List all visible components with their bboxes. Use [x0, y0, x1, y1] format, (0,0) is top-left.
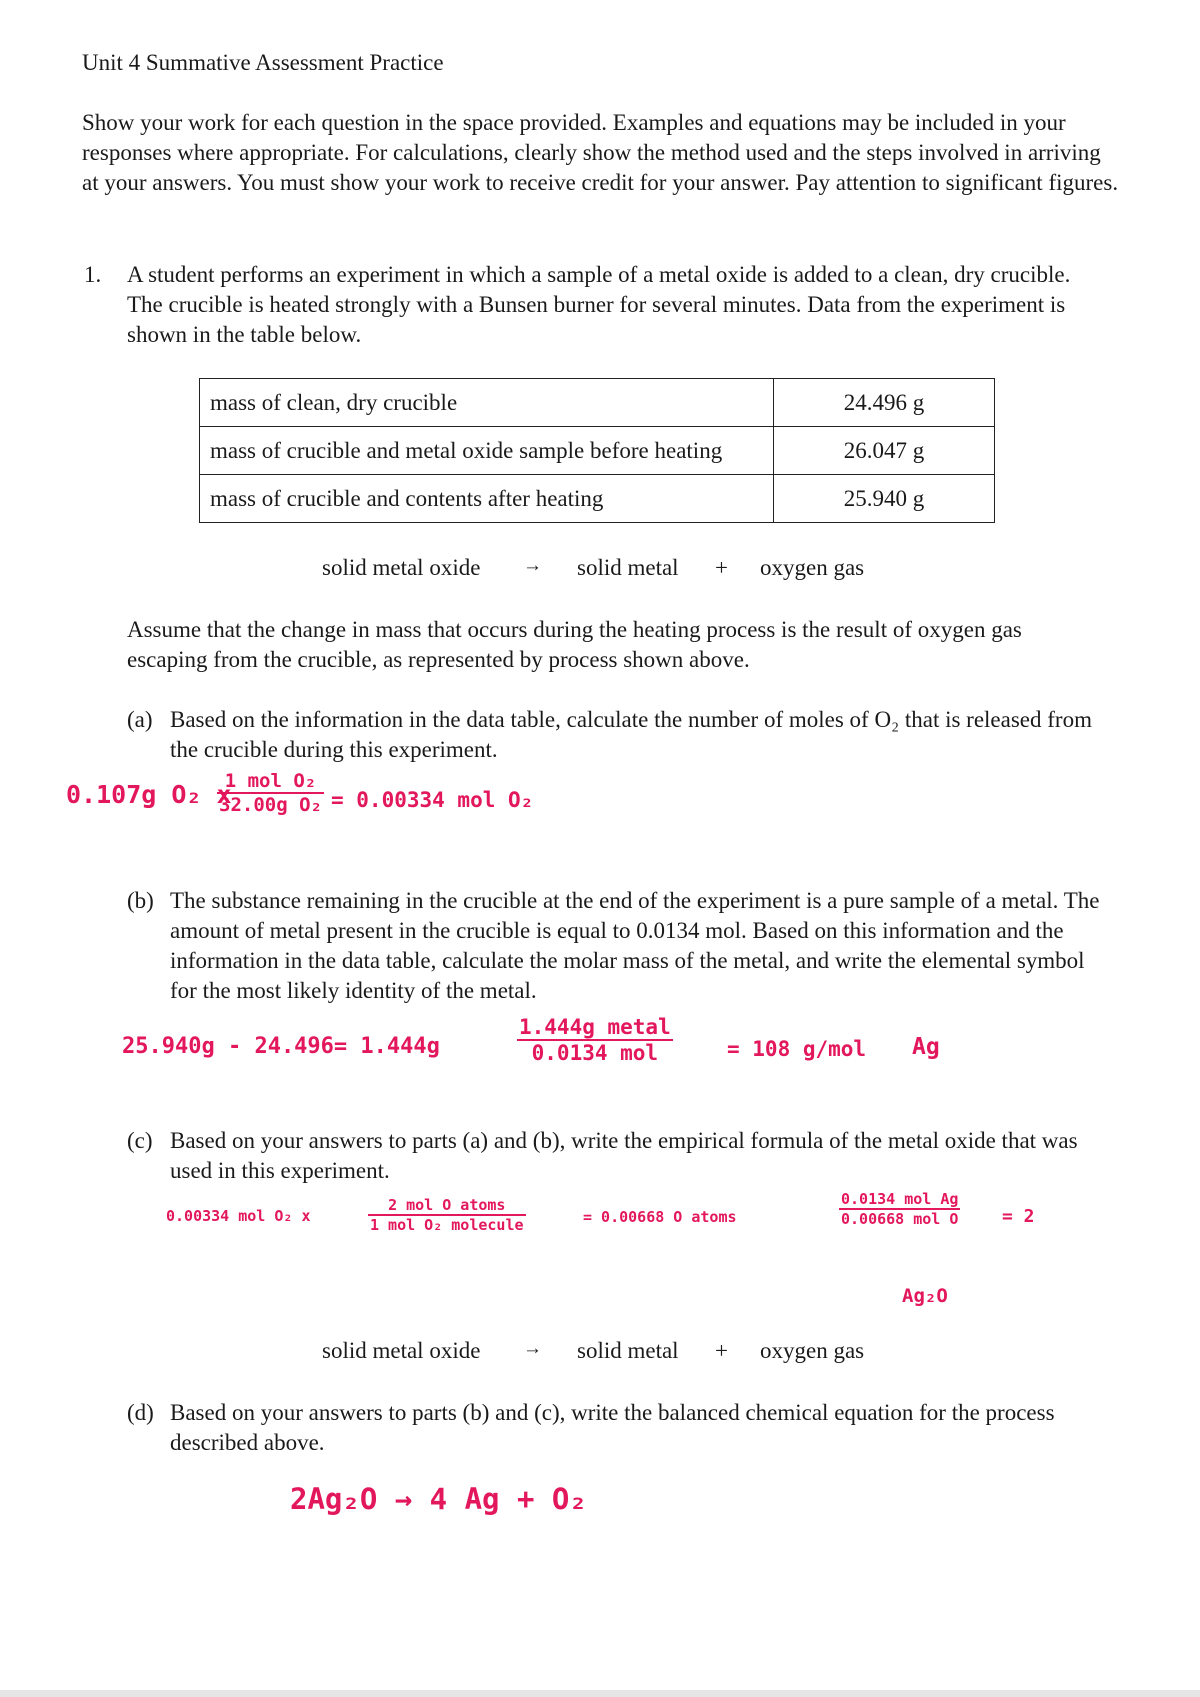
table-row [200, 427, 995, 475]
answer-b-symbol: Ag [912, 1034, 940, 1060]
table-row [200, 379, 995, 427]
fraction-denominator: 0.0134 mol [531, 1041, 659, 1065]
assumption-text: Assume that the change in mass that occurs during the heating process is the result of oxygen gas escaping from the crucible, as represented by process shown above. [127, 617, 1022, 672]
eq-product-metal: solid metal [577, 1338, 679, 1363]
fraction-denominator: 0.00668 mol O [841, 1210, 959, 1228]
eq-product-metal: solid metal [577, 555, 679, 580]
row-label: mass of clean, dry crucible [200, 379, 774, 427]
question-text: A student performs an experiment in which a sample of a metal oxide is added to a clean, dry crucible. The crucible is heated strongly with a Bunsen burner for several minutes. Data from the experiment is shown in the table below. [127, 262, 1071, 347]
eq-reactant: solid metal oxide [322, 555, 481, 580]
part-a-label: (a) [127, 707, 153, 732]
row-label: mass of crucible and metal oxide sample before heating [200, 427, 774, 475]
table-row [200, 475, 995, 523]
page-bottom-edge [0, 1690, 1200, 1697]
fraction-denominator: 32.00g O₂ [219, 794, 322, 816]
eq-reactant: solid metal oxide [322, 1338, 481, 1363]
answer-b-molar-mass: = 108 g/mol [727, 1037, 867, 1061]
answer-c-fraction [368, 1196, 526, 1234]
part-d [127, 1398, 1117, 1463]
answer-b-subtraction: 25.940g - 24.496= 1.444g [122, 1034, 440, 1059]
part-a [127, 705, 1117, 775]
answer-a-fraction [217, 770, 324, 816]
part-b [127, 886, 1117, 1011]
part-d-text: Based on your answers to parts (b) and (c), write the balanced chemical equation for the process described above. [170, 1400, 1055, 1455]
part-a-text: Based on the information in the data table, calculate the number of moles of O₂ that is released from the crucible during this experiment. [170, 707, 1092, 762]
eq-arrow: → [523, 1338, 542, 1359]
eq-product-gas: oxygen gas [760, 555, 865, 580]
answer-c-ratio: = 2 [1002, 1206, 1035, 1227]
answer-d-equation: 2Ag₂O → 4 Ag + O₂ [290, 1482, 587, 1516]
part-b-text: The substance remaining in the crucible at the end of the experiment is a pure sample of a metal. The amount of metal present in the crucible is equal to 0.0134 mol. Based on this information and the information in the data table, calculate the molar mass of the metal, and write the elemental symbol for the most likely identity of the metal. [170, 888, 1100, 1003]
answer-b-fraction [517, 1015, 673, 1065]
part-c-label: (c) [127, 1128, 153, 1153]
fraction-numerator: 1.444g metal [519, 1015, 671, 1039]
instructions: Show your work for each question in the space provided. Examples and equations may be included in your responses where appropriate. For calculations, clearly show the method used and the steps involved in arriving at your answers. You must show your work to receive credit for your answer. Pay attention to significant figures. [82, 110, 1119, 195]
page-title: Unit 4 Summative Assessment Practice [82, 50, 444, 75]
eq-plus: + [715, 1338, 728, 1363]
fraction-denominator: 1 mol O₂ molecule [370, 1216, 524, 1234]
answer-c-ratio-fraction [839, 1190, 960, 1228]
answer-c-start: 0.00334 mol O₂ x [166, 1207, 311, 1225]
fraction-numerator: 2 mol O atoms [368, 1196, 526, 1216]
row-value: 24.496 g [774, 379, 995, 427]
answer-c-formula: Ag₂O [902, 1285, 948, 1307]
eq-plus: + [715, 555, 728, 580]
answer-c-oxygen-atoms: = 0.00668 O atoms [583, 1208, 737, 1226]
answer-a-result: = 0.00334 mol O₂ [331, 788, 534, 812]
row-label: mass of crucible and contents after heating [200, 475, 774, 523]
data-table [199, 378, 995, 523]
row-value: 25.940 g [774, 475, 995, 523]
fraction-numerator: 1 mol O₂ [217, 770, 324, 794]
part-b-label: (b) [127, 888, 154, 913]
eq-arrow: → [523, 555, 542, 576]
part-d-label: (d) [127, 1400, 154, 1425]
question-number: 1. [84, 262, 102, 287]
part-c-text: Based on your answers to parts (a) and (b), write the empirical formula of the metal oxide that was used in this experiment. [170, 1128, 1078, 1183]
row-value: 26.047 g [774, 427, 995, 475]
answer-a-start: 0.107g O₂ x [66, 780, 232, 809]
eq-product-gas: oxygen gas [760, 1338, 865, 1363]
part-c [127, 1126, 1117, 1191]
fraction-numerator: 0.0134 mol Ag [841, 1190, 959, 1208]
